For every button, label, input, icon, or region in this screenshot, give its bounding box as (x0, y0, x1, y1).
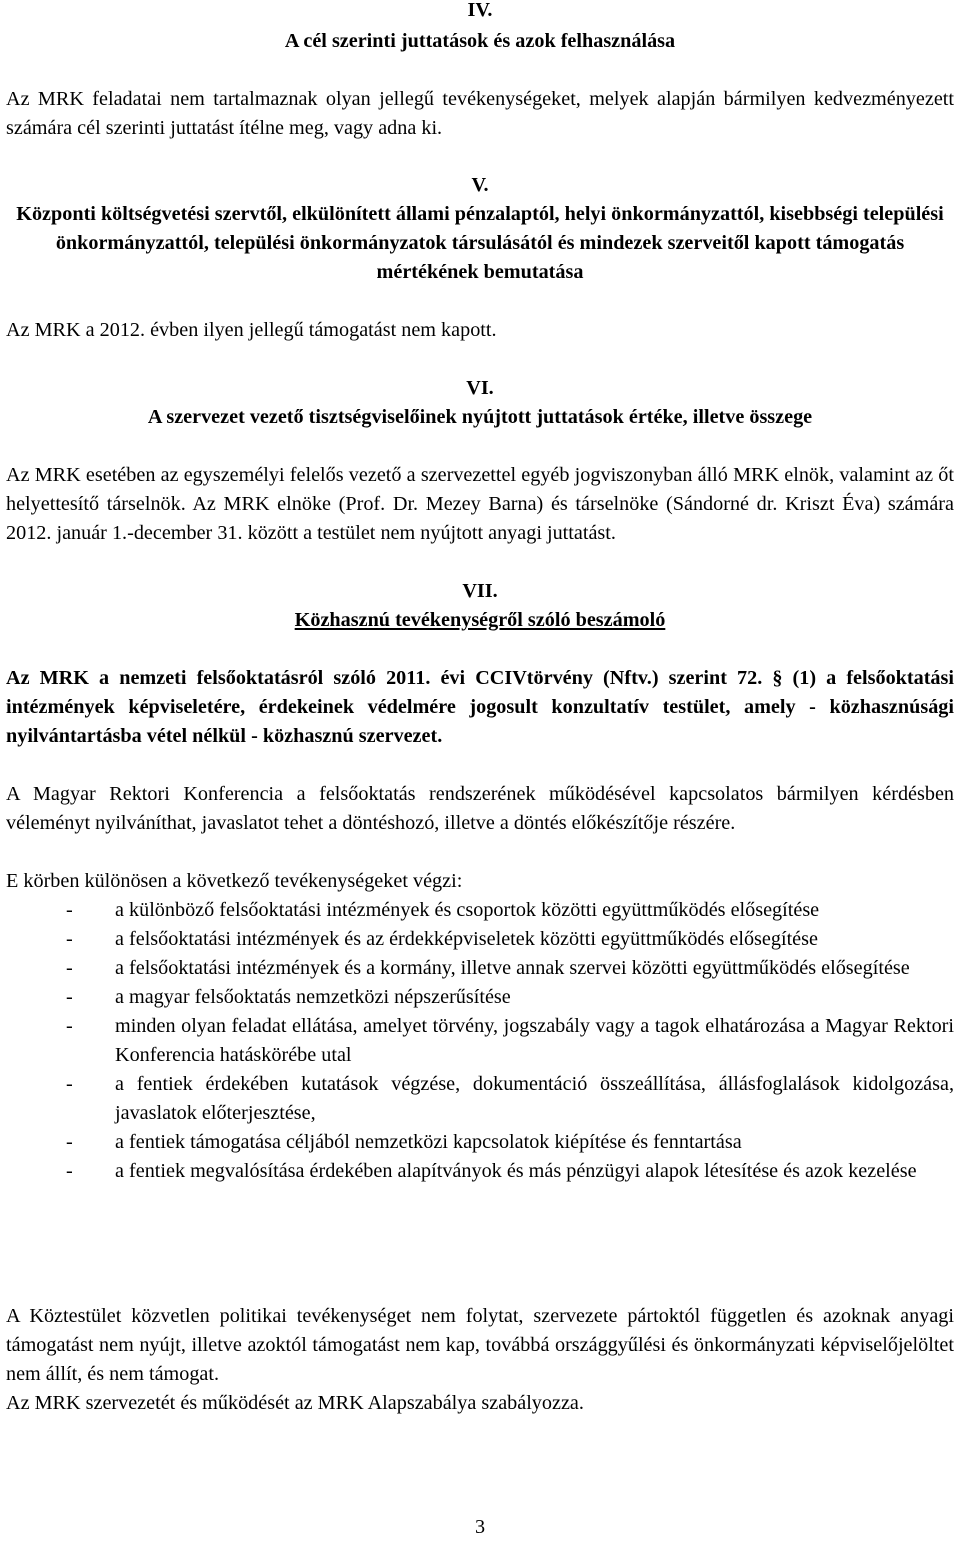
section-iv-number: IV. (467, 0, 493, 21)
section-v-title: Központi költségvetési szervtől, elkülönített állami pénzalaptól, helyi önkormányzattól, kisebbségi települési önkormányzattól, települési önkormányzatok társulásától és mindezek szerveitől kapott támogatás mértékének bemutatása (16, 203, 944, 283)
list-item-text: a fentiek támogatása céljából nemzetközi kapcsolatok kiépítése és fenntartása (115, 1131, 742, 1153)
section-vi-title: A szervezet vezető tisztségviselőinek nyújtott juttatások értéke, illetve összege (147, 406, 813, 428)
section-vii-legal-paragraph: Az MRK a nemzeti felsőoktatásról szóló 2011. évi CCIVtörvény (Nftv.) szerint 72. § (1) a felsőoktatási intézmények képviseletére, érdekeinek védelmére jogosult konzultatív testület, amely - közhasznúsági nyilvántartásba vétel nélkül - közhasznú szervezet. (6, 667, 954, 747)
section-iv-title: A cél szerinti juttatások és azok felhasználása (284, 30, 676, 52)
list-item-text: a fentiek megvalósítása érdekében alapítványok és más pénzügyi alapok létesítése és azok kezelése (115, 1160, 917, 1182)
section-vii-paragraph-3: A Köztestület közvetlen politikai tevékenységet nem folytat, szervezete pártoktól független és azoknak anyagi támogatást nem nyújt, illetve azoktól támogatást nem kap, továbbá országgyűlési és önkormányzati képviselőjelöltet nem állít, és nem támogat. (6, 1305, 954, 1385)
list-dash: - (66, 928, 73, 950)
list-dash: - (66, 1015, 73, 1037)
list-item-text: minden olyan feladat ellátása, amelyet törvény, jogszabály vagy a tagok elhatározása a Magyar Rektori Konferencia hatáskörébe utal (115, 1015, 954, 1066)
list-item (6, 1128, 954, 1157)
section-vii-paragraph-4: Az MRK szervezetét és működését az MRK Alapszabálya szabályozza. (6, 1392, 584, 1414)
list-dash: - (66, 899, 73, 921)
section-vi-paragraph: Az MRK esetében az egyszemélyi felelős vezető a szervezettel egyéb jogviszonyban álló MRK elnök, valamint az őt helyettesítő társelnök. Az MRK elnöke (Prof. Dr. Mezey Barna) és társelnöke (Sándorné dr. Kriszt Éva) számára 2012. január 1.-december 31. között a testület nem nyújtott anyagi juttatást. (6, 464, 954, 544)
section-vii-paragraph-2: E körben különösen a következő tevékenységeket végzi: (6, 870, 463, 892)
section-vi-number: VI. (466, 377, 494, 399)
list-item-text: a fentiek érdekében kutatások végzése, dokumentáció összeállítása, állásfoglalások kidolgozása, javaslatok előterjesztése, (115, 1073, 954, 1124)
list-item (6, 954, 954, 983)
list-dash: - (66, 986, 73, 1008)
section-iv-paragraph: Az MRK feladatai nem tartalmaznak olyan jellegű tevékenységeket, melyek alapján bármilyen kedvezményezett számára cél szerinti juttatást ítélne meg, vagy adna ki. (6, 88, 954, 139)
list-item-text: a felsőoktatási intézmények és a kormány, illetve annak szervei közötti együttműködés elősegítése (115, 957, 910, 979)
list-item-text: a felsőoktatási intézmények és az érdekképviseletek közötti együttműködés elősegítése (115, 928, 818, 950)
list-item (6, 983, 954, 1012)
list-item (6, 1012, 954, 1070)
list-dash: - (66, 1073, 73, 1095)
section-v-paragraph: Az MRK a 2012. évben ilyen jellegű támogatást nem kapott. (6, 319, 497, 341)
page-number: 3 (474, 1516, 486, 1538)
section-vii-number: VII. (462, 580, 498, 602)
activity-list (6, 896, 954, 1186)
section-vii-title: Közhasznú tevékenységről szóló beszámoló (294, 609, 666, 631)
list-item-text: a magyar felsőoktatás nemzetközi népszerűsítése (115, 986, 511, 1008)
list-item (6, 1070, 954, 1128)
list-item-text: a különböző felsőoktatási intézmények és csoportok közötti együttműködés elősegítése (115, 899, 820, 921)
list-dash: - (66, 957, 73, 979)
section-vii-paragraph-1: A Magyar Rektori Konferencia a felsőoktatás rendszerének működésével kapcsolatos bármilyen kérdésben véleményt nyilváníthat, javaslatot tehet a döntéshozó, illetve a döntés előkészítője részére. (6, 783, 954, 834)
list-dash: - (66, 1160, 73, 1182)
list-item (6, 1157, 954, 1186)
list-item (6, 925, 954, 954)
list-item (6, 896, 954, 925)
section-v-number: V. (471, 174, 489, 196)
list-dash: - (66, 1131, 73, 1153)
